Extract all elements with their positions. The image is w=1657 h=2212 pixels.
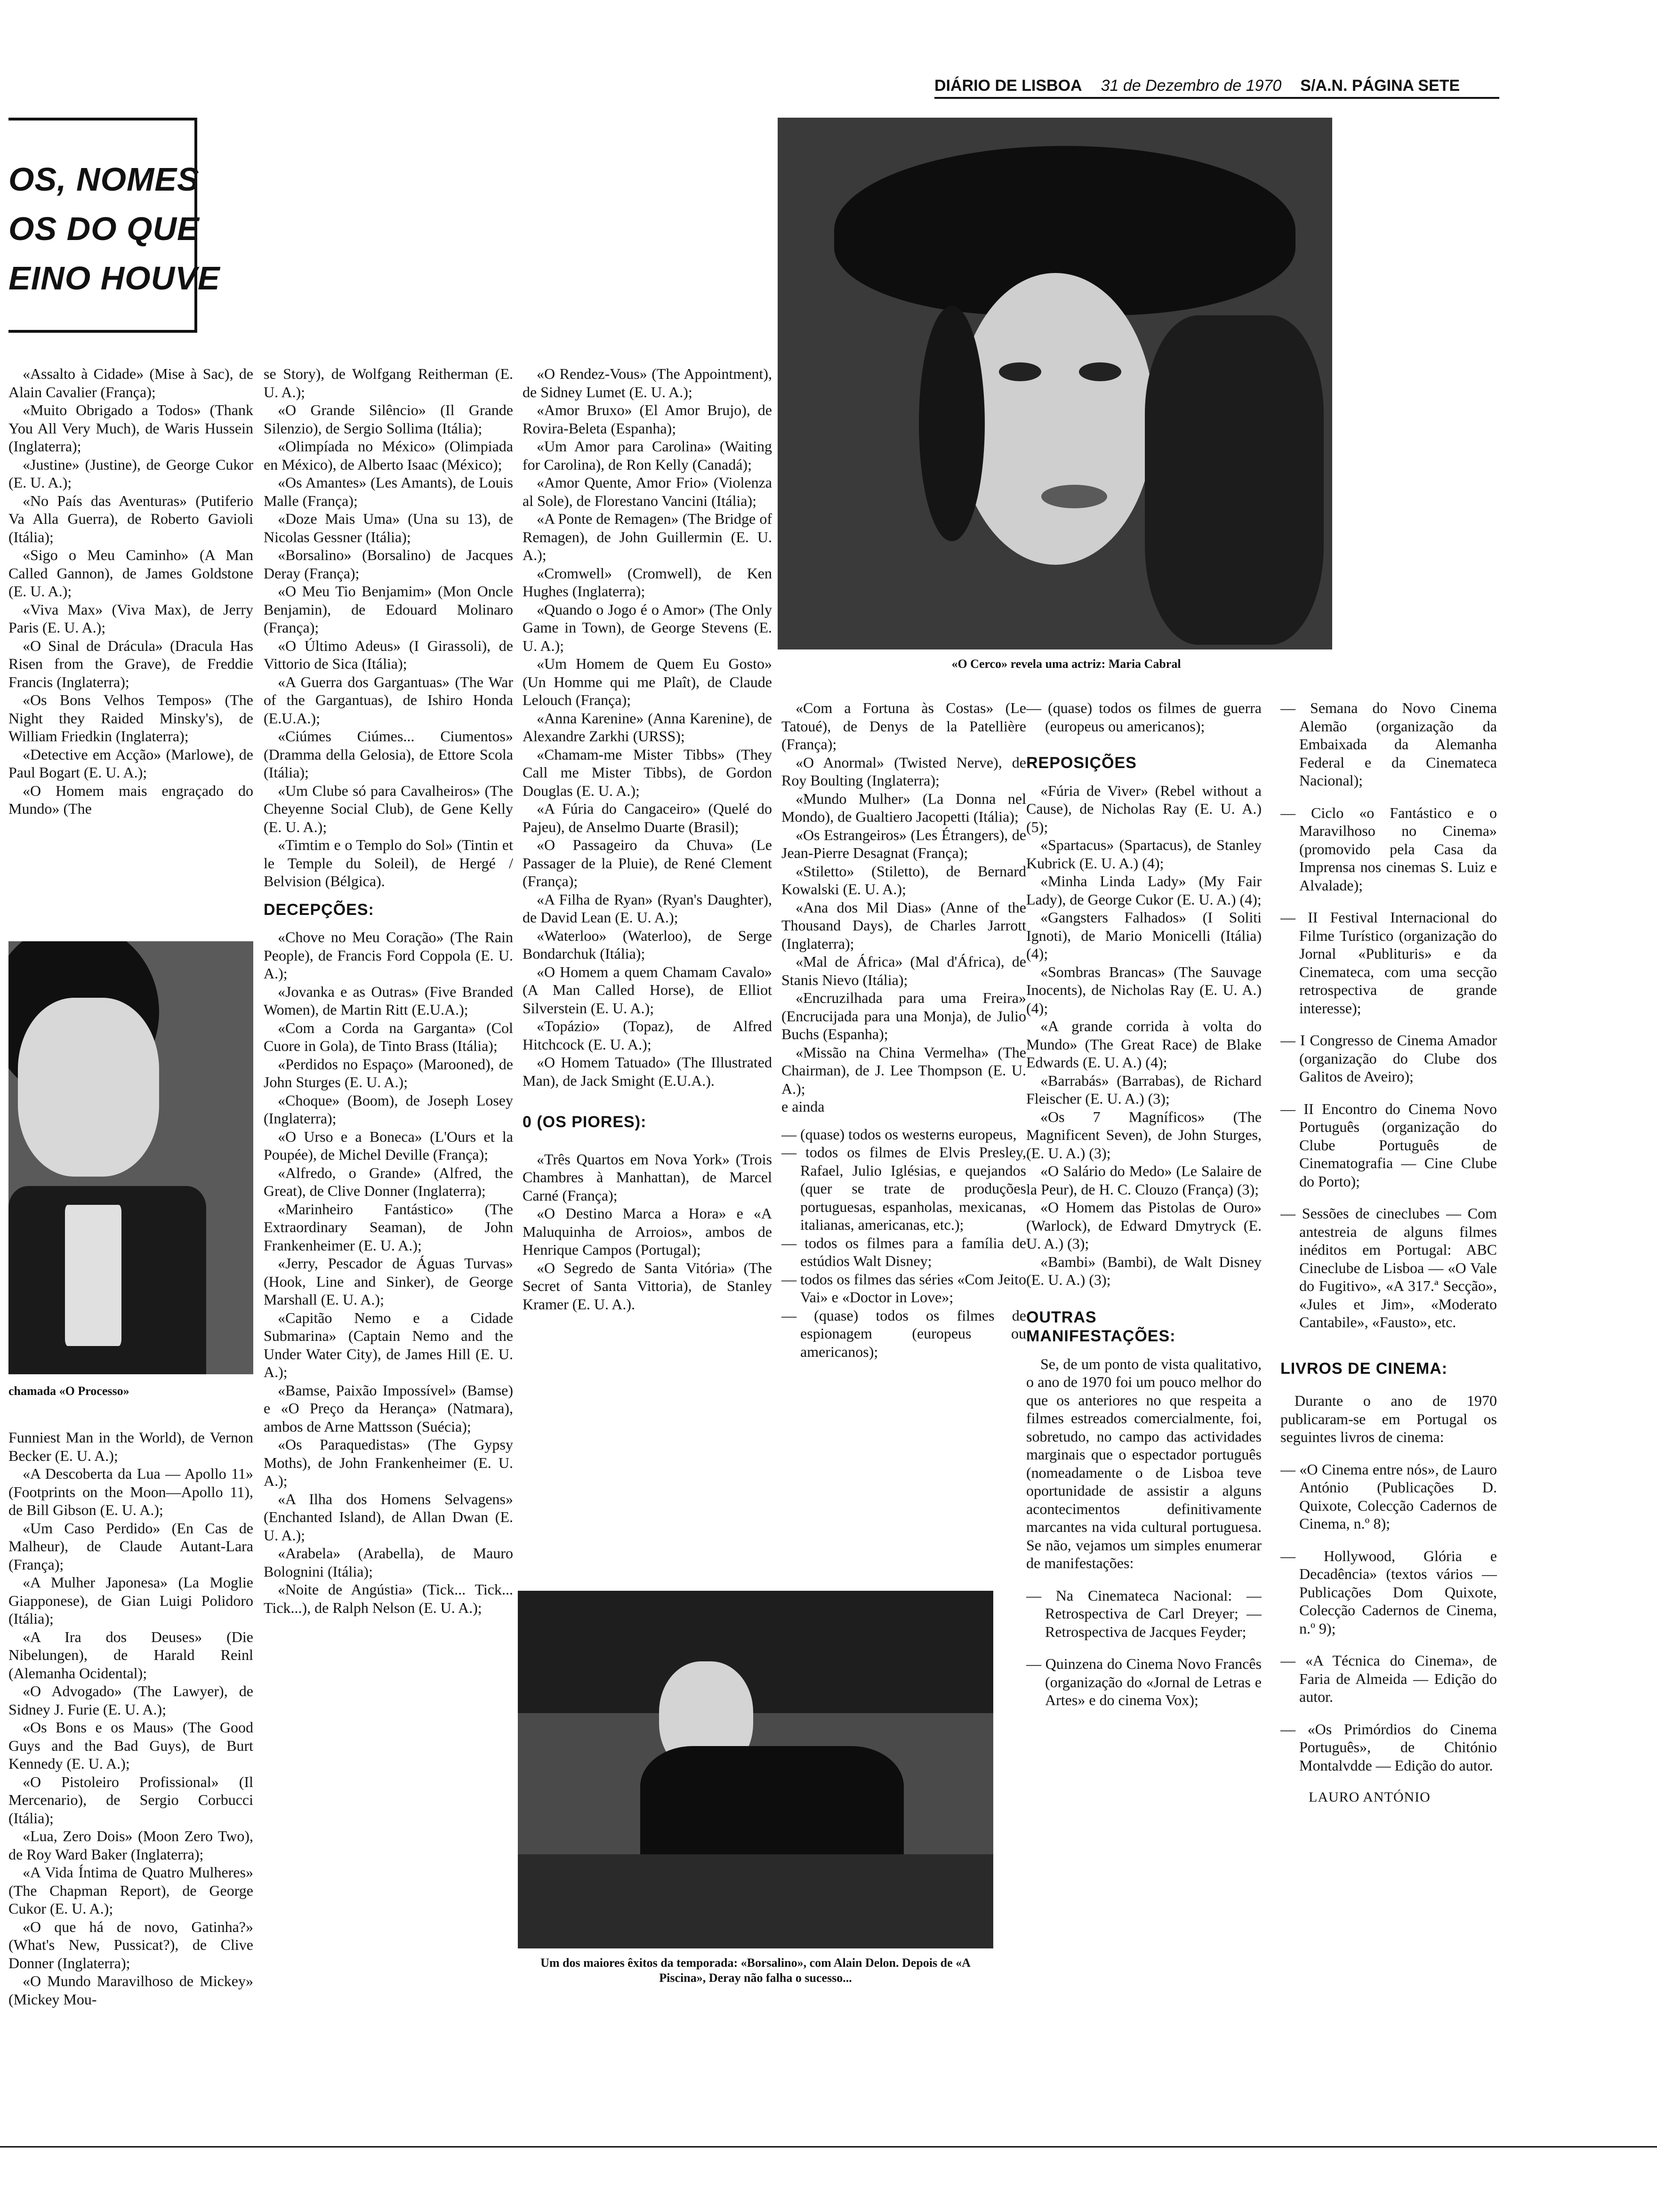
film-entry: «O Homem das Pistolas de Ouro» (Warlock), de Edward Dmytryck (E. U. A.) (3); xyxy=(1026,1199,1262,1252)
film-entry: «Três Quartos em Nova York» (Trois Chambres à Manhattan), de Marcel Carné (França); xyxy=(523,1150,772,1204)
body-paragraph: Durante o ano de 1970 publicaram-se em Portugal os seguintes livros de cinema: xyxy=(1280,1392,1497,1445)
headline-line-1: OS, NOMES xyxy=(8,161,200,198)
dash-entry: — (quase) todos os filmes de guerra (europeus ou americanos); xyxy=(1026,699,1262,735)
film-entry: «Topázio» (Topaz), de Alfred Hitchcock (E. U. A.); xyxy=(523,1018,772,1053)
film-entry: «Justine» (Justine), de George Cukor (E. U. A.); xyxy=(8,456,253,491)
film-entry: «Os Amantes» (Les Amants), de Louis Malle (França); xyxy=(264,474,513,509)
column-6 xyxy=(1280,699,1497,2111)
caption-bottom-photo: Um dos maiores êxitos da temporada: «Borsalino», com Alain Delon. Depois de «A Piscina», Deray não falha o sucesso... xyxy=(540,1956,971,1985)
film-entry: «O Homem a quem Chamam Cavalo» (A Man Called Horse), de Elliot Silverstein (E. U. A.); xyxy=(523,963,772,1017)
column-3 xyxy=(523,365,772,1579)
film-entry: «O Pistoleiro Profissional» (Il Mercenario), de Sergio Corbucci (Itália); xyxy=(8,1773,253,1827)
body-paragraph: Se, de um ponto de vista qualitativo, o ano de 1970 foi um pouco melhor do que os anteriores no que respeita a filmes estreados comercialmente, foi, sobretudo, no campo das actividades marginais que o espectador português (nomeadamente o de Lisboa teve oportunidade de assistir a alguns acontecimentos definitivamente marcantes na vida cultural portuguesa. Se não, vejamos um simples enumerar de manifestações: xyxy=(1026,1355,1262,1571)
film-entry: «Os 7 Magníficos» (The Magnificent Seven), de John Sturges, (E. U. A.) (3); xyxy=(1026,1108,1262,1162)
film-entry: «A Ponte de Remagen» (The Bridge of Remagen), de John Guillermin (E. U. A.); xyxy=(523,510,772,563)
masthead xyxy=(934,74,1499,99)
film-entry: «O Mundo Maravilhoso de Mickey» (Mickey Mou- xyxy=(8,1972,253,2008)
caption-top-photo: «O Cerco» revela uma actriz: Maria Cabral xyxy=(951,657,1181,671)
film-entry: «Chamam-me Mister Tibbs» (They Call me Mister Tibbs), de Gordon Douglas (E. U. A.); xyxy=(523,745,772,799)
headline-line-3: EINO HOUVE xyxy=(8,260,220,297)
film-entry: «Timtim e o Templo do Sol» (Tintin et le Temple du Soleil), de Hergé / Belvision (Bélgica). xyxy=(264,836,513,890)
film-entry: «Capitão Nemo e a Cidade Submarina» (Captain Nemo and the Under Water City), de James Hill (E. U. A.); xyxy=(264,1309,513,1380)
film-entry: «Cromwell» (Cromwell), de Ken Hughes (Inglaterra); xyxy=(523,564,772,600)
film-entry: «O Último Adeus» (I Girassoli), de Vittorio de Sica (Itália); xyxy=(264,637,513,672)
issue-date: 31 de Dezembro de 1970 xyxy=(1101,76,1282,95)
film-entry: «Muito Obrigado a Todos» (Thank You All Very Much), de Waris Hussein (Inglaterra); xyxy=(8,401,253,455)
film-entry: «O Meu Tio Benjamim» (Mon Oncle Benjamin), de Edouard Molinaro (França); xyxy=(264,583,513,636)
film-entry: «Barrabás» (Barrabas), de Richard Fleischer (E. U. A.) (3); xyxy=(1026,1072,1262,1107)
film-entry: «Quando o Jogo é o Amor» (The Only Game in Town), de George Stevens (E. U. A.); xyxy=(523,601,772,654)
film-entry: «Jovanka e as Outras» (Five Branded Women), de Martin Ritt (E.U.A.); xyxy=(264,983,513,1018)
dash-entry: — (quase) todos os filmes de espionagem (europeus ou americanos); xyxy=(781,1306,1026,1360)
film-entry: «Um Caso Perdido» (En Cas de Malheur), de Claude Autant-Lara (França); xyxy=(8,1519,253,1573)
dash-entry: — todos os filmes para a família de estúdios Walt Disney; xyxy=(781,1234,1026,1269)
film-entry: «Alfredo, o Grande» (Alfred, the Great), de Clive Donner (Inglaterra); xyxy=(264,1164,513,1199)
film-entry: «Chove no Meu Coração» (The Rain People), de Francis Ford Coppola (E. U. A.); xyxy=(264,929,513,982)
dash-entry: — II Encontro do Cinema Novo Português (organização do Clube Português de Cinematografia — Cine Clube do Porto); xyxy=(1280,1100,1497,1190)
headline-line-2: OS DO QUE xyxy=(8,210,200,247)
film-entry: «Sigo o Meu Caminho» (A Man Called Gannon), de James Goldstone (E. U. A.); xyxy=(8,546,253,600)
section-heading-livros: LIVROS DE CINEMA: xyxy=(1280,1359,1448,1378)
column-4 xyxy=(781,699,1026,1570)
film-entry: «A Mulher Japonesa» (La Moglie Giapponese), de Gian Luigi Polidoro (Itália); xyxy=(8,1574,253,1627)
film-entry: «Minha Linda Lady» (My Fair Lady), de George Cukor (E. U. A.) (4); xyxy=(1026,873,1262,908)
book-entry: — Hollywood, Glória e Decadência» (textos vários — Publicações Dom Quixote, Colecção Cadernos de Cinema, n.º 9); xyxy=(1280,1547,1497,1637)
film-entry: «Um Amor para Carolina» (Waiting for Carolina), de Ron Kelly (Canadá); xyxy=(523,438,772,473)
film-entry: «A Descoberta da Lua — Apollo 11» (Footprints on the Moon—Apollo 11), de Bill Gibson (E. U. A.); xyxy=(8,1465,253,1518)
film-entry: «No País das Aventuras» (Putiferio Va Alla Guerra), de Roberto Gavioli (Itália); xyxy=(8,492,253,545)
photo-borsalino xyxy=(518,1591,993,1948)
book-entry: — «Os Primórdios do Cinema Português», de Chitónio Montalvdde — Edição do autor. xyxy=(1280,1720,1497,1774)
film-entry: «Os Paraquedistas» (The Gypsy Moths), de John Frankenheimer (E. U. A.); xyxy=(264,1436,513,1489)
film-entry: «O que há de novo, Gatinha?» (What's New, Pussicat?), de Clive Donner (Inglaterra); xyxy=(8,1918,253,1972)
film-entry: «O Advogado» (The Lawyer), de Sidney J. Furie (E. U. A.); xyxy=(8,1683,253,1718)
book-entry: — «O Cinema entre nós», de Lauro António (Publicações D. Quixote, Colecção Cadernos de Cinema, n.º 8); xyxy=(1280,1460,1497,1532)
film-entry: «Doze Mais Uma» (Una su 13), de Nicolas Gessner (Itália); xyxy=(264,510,513,545)
film-entry: «Um Clube só para Cavalheiros» (The Cheyenne Social Club), de Gene Kelly (E. U. A.); xyxy=(264,782,513,835)
film-entry: «Viva Max» (Viva Max), de Jerry Paris (E. U. A.); xyxy=(8,601,253,636)
film-entry: «O Destino Marca a Hora» e «A Maluquinha de Arroios», ambos de Henrique Campos (Portugal); xyxy=(523,1205,772,1258)
photo-o-processo xyxy=(8,941,253,1374)
film-entry: «A Ilha dos Homens Selvagens» (Enchanted Island), de Allan Dwan (E. U. A.); xyxy=(264,1490,513,1544)
dash-entry: — (quase) todos os westerns europeus, xyxy=(781,1125,1017,1143)
film-entry: Funniest Man in the World), de Vernon Becker (E. U. A.); xyxy=(8,1429,253,1464)
column-5 xyxy=(1026,699,1262,2111)
section-heading-os-piores: 0 (OS PIORES): xyxy=(523,1113,647,1131)
film-entry: «Anna Karenine» (Anna Karenine), de Alexandre Zarkhi (URSS); xyxy=(523,709,772,745)
newspaper-name: DIÁRIO DE LISBOA xyxy=(934,76,1082,95)
film-entry: «O Homem Tatuado» (The Illustrated Man), de Jack Smight (E.U.A.). xyxy=(523,1054,772,1089)
film-entry: «O Homem mais engraçado do Mundo» (The xyxy=(8,782,253,817)
film-entry: «A grande corrida à volta do Mundo» (The Great Race) de Blake Edwards (E. U. A.) (4); xyxy=(1026,1018,1262,1071)
film-entry: «Sombras Brancas» (The Sauvage Inocents), de Nicholas Ray (E. U. A.) (4); xyxy=(1026,963,1262,1017)
film-entry: «Choque» (Boom), de Joseph Losey (Inglaterra); xyxy=(264,1091,513,1127)
film-entry: se Story), de Wolfgang Reitherman (E. U. A.); xyxy=(264,365,513,401)
film-entry: «Um Homem de Quem Eu Gosto» (Un Homme qui me Plaît), de Claude Lelouch (França); xyxy=(523,655,772,708)
film-entry: «O Salário do Medo» (Le Salaire de la Peur), de H. C. Clouzo (França) (3); xyxy=(1026,1162,1262,1198)
film-entry: «A Guerra dos Gargantuas» (The War of the Gargantuas), de Ishiro Honda (E.U.A.); xyxy=(264,673,513,727)
film-entry: «Noite de Angústia» (Tick... Tick... Tick...), de Ralph Nelson (E. U. A.); xyxy=(264,1581,513,1616)
film-entry: «Fúria de Viver» (Rebel without a Cause), de Nicholas Ray (E. U. A.) (5); xyxy=(1026,782,1262,835)
film-entry: «Assalto à Cidade» (Mise à Sac), de Alain Cavalier (França); xyxy=(8,365,253,401)
film-entry: «O Urso e a Boneca» (L'Ours et la Poupée), de Michel Deville (França); xyxy=(264,1128,513,1163)
film-entry: «O Anormal» (Twisted Nerve), de Roy Boulting (Inglaterra); xyxy=(781,753,1026,789)
section-heading-decepcoes: DECEPÇÕES: xyxy=(264,900,374,919)
dash-entry: — II Festival Internacional do Filme Turístico (organização do Jornal «Publituris» e da Cinemateca, com uma secção retrospectiva de grande interesse); xyxy=(1280,909,1497,1017)
film-entry: «Olimpíada no México» (Olimpiada en México), de Alberto Isaac (México); xyxy=(264,438,513,473)
column-1-bottom xyxy=(8,1428,253,2106)
film-entry: «O Sinal de Drácula» (Dracula Has Risen from the Grave), de Freddie Francis (Inglaterra); xyxy=(8,637,253,690)
photo-maria-cabral xyxy=(778,118,1332,649)
film-entry: «Ciúmes Ciúmes... Ciumentos» (Dramma della Gelosia), de Ettore Scola (Itália); xyxy=(264,728,513,781)
film-entry: «Stiletto» (Stiletto), de Bernard Kowalski (E. U. A.); xyxy=(781,862,1026,898)
film-entry: «Bamse, Paixão Impossível» (Bamse) e «O Preço da Herança» (Natmara), ambos de Arne Mattsson (Suécia); xyxy=(264,1381,513,1435)
dash-entry: — Ciclo «o Fantástico e o Maravilhoso no Cinema» (promovido pela Casa da Imprensa nos cinemas S. Luiz e Alvalade); xyxy=(1280,804,1497,894)
film-entry: «Marinheiro Fantástico» (The Extraordinary Seaman), de John Frankenheimer (E. U. A.); xyxy=(264,1200,513,1254)
dash-entry: — I Congresso de Cinema Amador (organização do Clube dos Galitos de Aveiro); xyxy=(1280,1032,1497,1085)
film-entry: «O Rendez-Vous» (The Appointment), de Sidney Lumet (E. U. A.); xyxy=(523,365,772,401)
film-entry: «Waterloo» (Waterloo), de Serge Bondarchuk (Itália); xyxy=(523,927,772,962)
author-signature: LAURO ANTÓNIO xyxy=(1309,1789,1431,1805)
film-entry: «Os Bons e os Maus» (The Good Guys and the Bad Guys), de Burt Kennedy (E. U. A.); xyxy=(8,1719,253,1772)
column-1-top xyxy=(8,365,253,934)
film-entry: «Mundo Mulher» (La Donna nel Mondo), de Gualtiero Jacopetti (Itália); xyxy=(781,790,1026,825)
film-entry: «Mal de África» (Mal d'África), de Stanis Nievo (Itália); xyxy=(781,953,1026,988)
film-entry: «A Fúria do Cangaceiro» (Quelé do Pajeu), de Anselmo Duarte (Brasil); xyxy=(523,800,772,835)
film-entry: «Missão na China Vermelha» (The Chairman), de J. Lee Thompson (E. U. A.); xyxy=(781,1043,1026,1097)
dash-entry: — Quinzena do Cinema Novo Francês (organização do «Jornal de Letras e Artes» e do cinema Vox); xyxy=(1026,1655,1262,1708)
film-entry: «Os Estrangeiros» (Les Étrangers), de Jean-Pierre Desagnat (França); xyxy=(781,826,1026,861)
film-entry: «O Grande Silêncio» (Il Grande Silenzio), de Sergio Sollima (Itália); xyxy=(264,401,513,437)
film-entry: «Com a Corda na Garganta» (Col Cuore in Gola), de Tinto Brass (Itália); xyxy=(264,1019,513,1054)
film-entry: «Amor Quente, Amor Frio» (Violenza al Sole), de Florestano Vancini (Itália); xyxy=(523,474,772,509)
and-also-label: e ainda xyxy=(781,1098,825,1115)
dash-entry: — Na Cinemateca Nacional: — Retrospectiva de Carl Dreyer; — Retrospectiva de Jacques Feyder; xyxy=(1026,1587,1262,1640)
column-2 xyxy=(264,365,513,2106)
film-entry: «Jerry, Pescador de Águas Turvas» (Hook, Line and Sinker), de George Marshall (E. U. A.); xyxy=(264,1255,513,1308)
book-entry: — «A Técnica do Cinema», de Faria de Almeida — Edição do autor. xyxy=(1280,1652,1497,1705)
film-entry: «Ana dos Mil Dias» (Anne of the Thousand Days), de Charles Jarrott (Inglaterra); xyxy=(781,898,1026,952)
page-bottom-rule xyxy=(0,2146,1657,2148)
dash-entry: — Semana do Novo Cinema Alemão (organização da Embaixada da Alemanha Federal e da Cinemateca Nacional); xyxy=(1280,699,1497,789)
film-entry: «O Segredo de Santa Vitória» (The Secret of Santa Vittoria), de Stanley Kramer (E. U. A.). xyxy=(523,1259,772,1313)
film-entry: «Borsalino» (Borsalino) de Jacques Deray (França); xyxy=(264,546,513,582)
film-entry: «Perdidos no Espaço» (Marooned), de John Sturges (E. U. A.); xyxy=(264,1055,513,1090)
page-label: S/A.N. PÁGINA SETE xyxy=(1300,76,1460,95)
film-entry: «A Filha de Ryan» (Ryan's Daughter), de David Lean (E. U. A.); xyxy=(523,890,772,926)
section-heading-outras: OUTRAS MANIFESTAÇÕES: xyxy=(1026,1308,1176,1345)
film-entry: «Lua, Zero Dois» (Moon Zero Two), de Roy Ward Baker (Inglaterra); xyxy=(8,1827,253,1863)
film-entry: «O Passageiro da Chuva» (Le Passager de la Pluie), de René Clement (França); xyxy=(523,836,772,890)
dash-entry: — todos os filmes de Elvis Presley, Rafael, Julio Iglésias, e quejandos (quer se trate de produções portuguesas, espanholas, mexicanas, italianas, americanas, etc.); xyxy=(781,1144,1026,1233)
dash-entry: — Sessões de cineclubes — Com antestreia de alguns filmes inéditos em Portugal: ABC Cineclube de Lisboa — «O Vale do Fugitivo», «A 317.ª Secção», «Jules et Jim», «Moderato Cantabile», «Fausto», etc. xyxy=(1280,1205,1497,1330)
film-entry: «Encruzilhada para uma Freira» (Encrucijada para una Monja), de Julio Buchs (Espanha); xyxy=(781,989,1026,1042)
film-entry: «Spartacus» (Spartacus), de Stanley Kubrick (E. U. A.) (4); xyxy=(1026,836,1262,872)
film-entry: «Os Bons Velhos Tempos» (The Night they Raided Minsky's), de William Friedkin (Inglaterra); xyxy=(8,691,253,745)
film-entry: «A Vida Íntima de Quatro Mulheres» (The Chapman Report), de George Cukor (E. U. A.); xyxy=(8,1864,253,1917)
caption-left-photo: chamada «O Processo» xyxy=(8,1384,129,1398)
section-heading-reposicoes: REPOSIÇÕES xyxy=(1026,754,1137,772)
headline-box xyxy=(8,118,220,333)
film-entry: «Arabela» (Arabella), de Mauro Bolognini (Itália); xyxy=(264,1545,513,1580)
film-entry: «A Ira dos Deuses» (Die Nibelungen), de Harald Reinl (Alemanha Ocidental); xyxy=(8,1628,253,1682)
film-entry: «Amor Bruxo» (El Amor Brujo), de Rovira-Beleta (Espanha); xyxy=(523,401,772,437)
film-entry: «Bambi» (Bambi), de Walt Disney (E. U. A.) (3); xyxy=(1026,1253,1262,1288)
dash-entry: — todos os filmes das séries «Com Jeito Vai» e «Doctor in Love»; xyxy=(781,1270,1026,1306)
film-entry: «Com a Fortuna às Costas» (Le Tatoué), de Denys de la Patellière (França); xyxy=(781,699,1026,753)
film-entry: «Detective em Acção» (Marlowe), de Paul Bogart (E. U. A.); xyxy=(8,745,253,781)
film-entry: «Gangsters Falhados» (I Soliti Ignoti), de Mario Monicelli (Itália) (4); xyxy=(1026,909,1262,962)
